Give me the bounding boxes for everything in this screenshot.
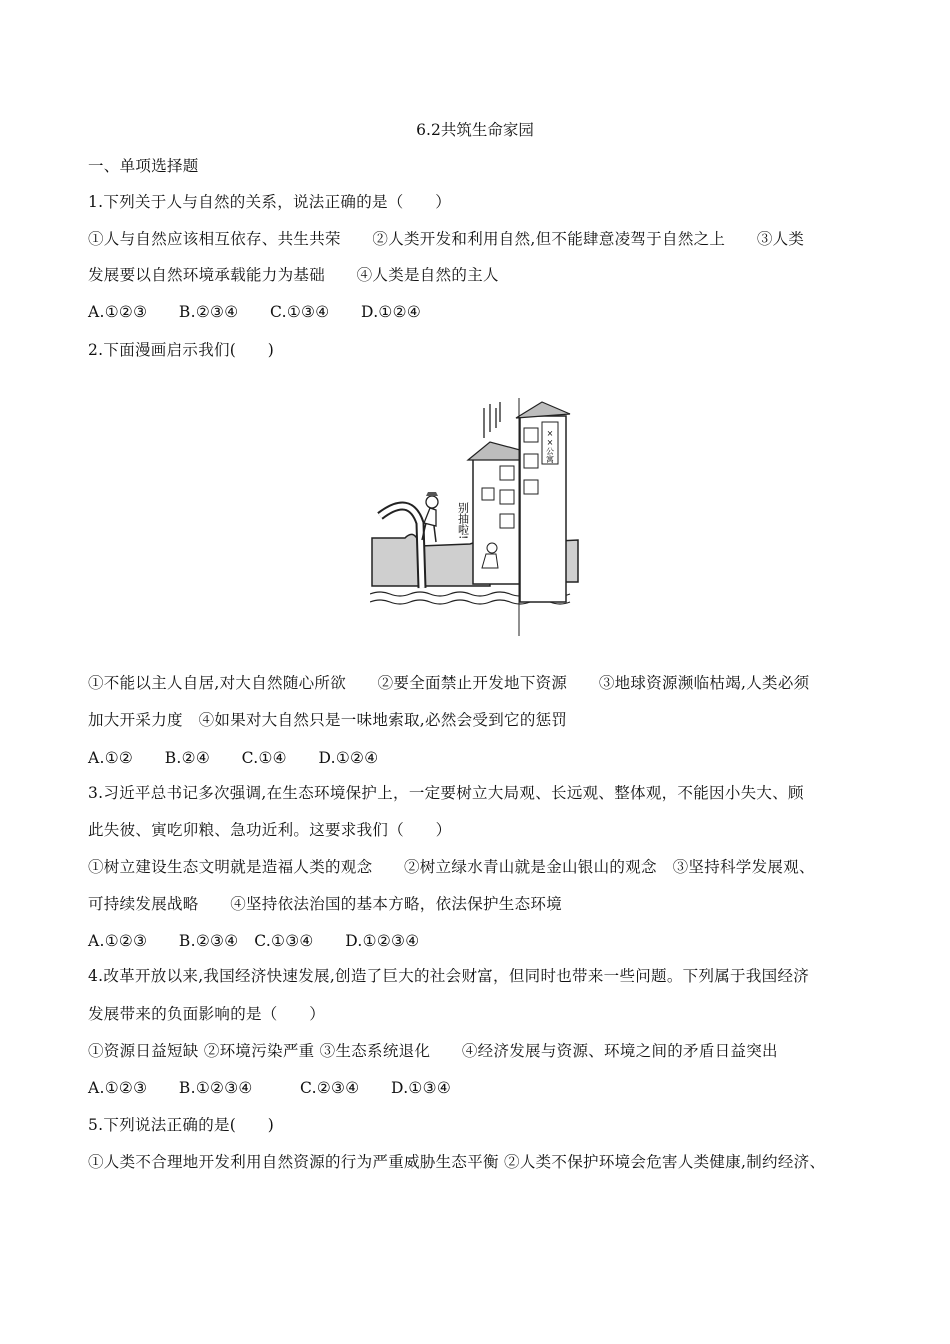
q1-statement-line: 发展要以自然环境承载能力为基础 ④人类是自然的主人	[88, 266, 499, 284]
cartoon-sign-text: ××公寓	[545, 429, 555, 463]
q3-statement-line: ①树立建设生态文明就是造福人类的观念 ②树立绿水青山就是金山银山的观念 ③坚持科学发展观、	[88, 858, 815, 876]
page-title: 6.2共筑生命家园	[416, 121, 534, 139]
q4-statement-line: ①资源日益短缺 ②环境污染严重 ③生态系统退化 ④经济发展与资源、环境之间的矛盾日益突出	[88, 1042, 778, 1060]
q4-stem: 发展带来的负面影响的是（ ）	[88, 1005, 326, 1023]
q3-options: A.①②③ B.②③④ C.①③④ D.①②③④	[88, 932, 420, 950]
q2-stem: 2.下面漫画启示我们( )	[88, 341, 275, 359]
q1-stem: 1.下列关于人与自然的关系，说法正确的是（ ）	[88, 193, 451, 211]
q4-stem: 4.改革开放以来,我国经济快速发展,创造了巨大的社会财富，但同时也带来一些问题。下列属于我国经济	[88, 967, 810, 985]
q4-options: A.①②③ B.①②③④ C.②③④ D.①③④	[88, 1079, 452, 1097]
q3-stem: 3.习近平总书记多次强调,在生态环境保护上，一定要树立大局观、长远观、整体观，不能因小失大、顾	[88, 784, 804, 802]
q2-statement-line: ①不能以主人自居,对大自然随心所欲 ②要全面禁止开发地下资源 ③地球资源濒临枯竭,人类必须	[88, 674, 810, 692]
cartoon-speech-text: 别抽啦!	[456, 502, 470, 540]
section-heading: 一、单项选择题	[88, 157, 199, 175]
q3-statement-line: 可持续发展战略 ④坚持依法治国的基本方略，依法保护生态环境	[88, 895, 563, 913]
q2-statement-line: 加大开采力度 ④如果对大自然只是一味地索取,必然会受到它的惩罚	[88, 711, 568, 729]
q1-statement-line: ①人与自然应该相互依存、共生共荣 ②人类开发和利用自然,但不能肆意凌驾于自然之上 ③人类	[88, 230, 805, 248]
q5-statement-line: ①人类不合理地开发利用自然资源的行为严重威胁生态平衡 ②人类不保护环境会危害人类健康,制约经济、	[88, 1153, 826, 1171]
q5-stem: 5.下列说法正确的是( )	[88, 1116, 275, 1134]
cartoon-illustration	[370, 398, 582, 638]
q1-options: A.①②③ B.②③④ C.①③④ D.①②④	[88, 303, 422, 321]
q2-options: A.①② B.②④ C.①④ D.①②④	[88, 749, 379, 767]
q3-stem: 此失彼、寅吃卯粮、急功近利。这要求我们（ ）	[88, 821, 452, 839]
